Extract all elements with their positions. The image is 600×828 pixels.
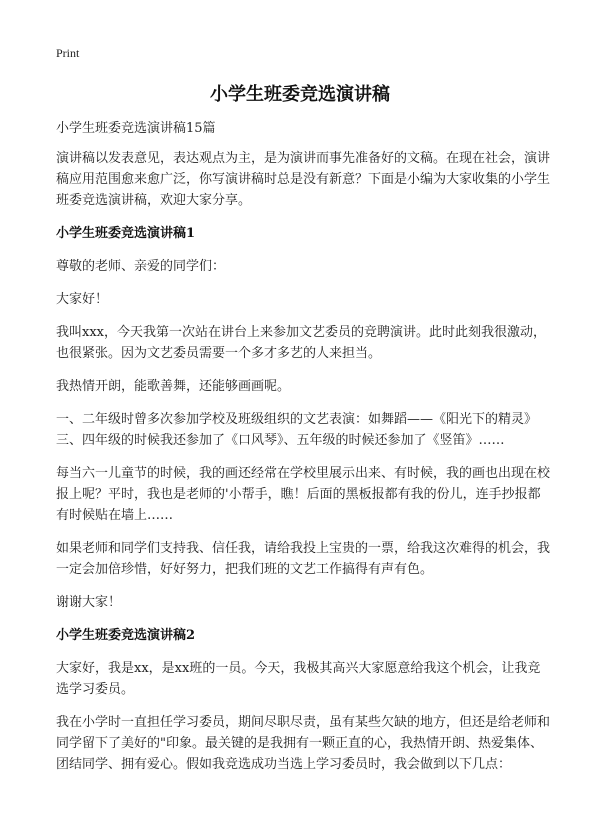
document-subtitle: 小学生班委竞选演讲稿15篇 bbox=[56, 121, 216, 136]
thanks-paragraph: 谢谢大家！ bbox=[56, 595, 122, 610]
document-body bbox=[56, 118, 552, 775]
section-1-paragraph-2: 我热情开朗，能歌善舞，还能够画画呢。 bbox=[56, 379, 291, 394]
section-1-paragraph-1: 我叫xxx，今天我第一次站在讲台上来参加文艺委员的竞聘演讲。此时此刻我很激动，也很紧张。因为文艺委员需要一个多才多艺的人来担当。 bbox=[56, 325, 546, 361]
greeting-paragraph: 尊敬的老师、亲爱的同学们： bbox=[56, 259, 226, 274]
section-1-heading: 小学生班委竞选演讲稿1 bbox=[56, 226, 196, 241]
hello-paragraph: 大家好！ bbox=[56, 292, 109, 307]
section-2-paragraph-1: 大家好，我是xx，是xx班的一员。今天，我极其高兴大家愿意给我这个机会，让我竞选学习委员。 bbox=[56, 661, 541, 697]
section-1-paragraph-5: 如果老师和同学们支持我、信任我，请给我投上宝贵的一票，给我这次难得的机会，我一定会加倍珍惜，好好努力，把我们班的文艺工作搞得有声有色。 bbox=[56, 541, 551, 577]
intro-paragraph: 演讲稿以发表意见，表达观点为主，是为演讲而事先准备好的文稿。在现在社会，演讲稿应用范围愈来愈广泛，你写演讲稿时总是没有新意？下面是小编为大家收集的小学生班委竞选演讲稿，欢迎大家分享。 bbox=[56, 151, 551, 208]
print-label: Print bbox=[56, 46, 80, 60]
section-1-paragraph-3: 一、二年级时曾多次参加学校及班级组织的文艺表演：如舞蹈——《阳光下的精灵》三、四年级的时候我还参加了《口风琴》、五年级的时候还参加了《竖笛》…… bbox=[56, 412, 538, 448]
section-2-heading: 小学生班委竞选演讲稿2 bbox=[56, 628, 196, 643]
document-title: 小学生班委竞选演讲稿 bbox=[210, 84, 390, 105]
section-2-paragraph-2: 我在小学时一直担任学习委员，期间尽职尽责，虽有某些欠缺的地方，但还是给老师和同学留下了美好的"印象。最关键的是我拥有一颗正直的心，我热情开朗、热爱集体、团结同学、拥有爱心。假如我竞选成功当选上学习委员时，我会做到以下几点： bbox=[56, 715, 551, 772]
section-1-paragraph-4: 每当六一儿童节的时候，我的画还经常在学校里展示出来、有时候，我的画也出现在校报上呢？平时，我也是老师的'小帮手，瞧！后面的黑板报都有我的份儿，连手抄报都有时候贴在墙上…… bbox=[56, 466, 551, 523]
